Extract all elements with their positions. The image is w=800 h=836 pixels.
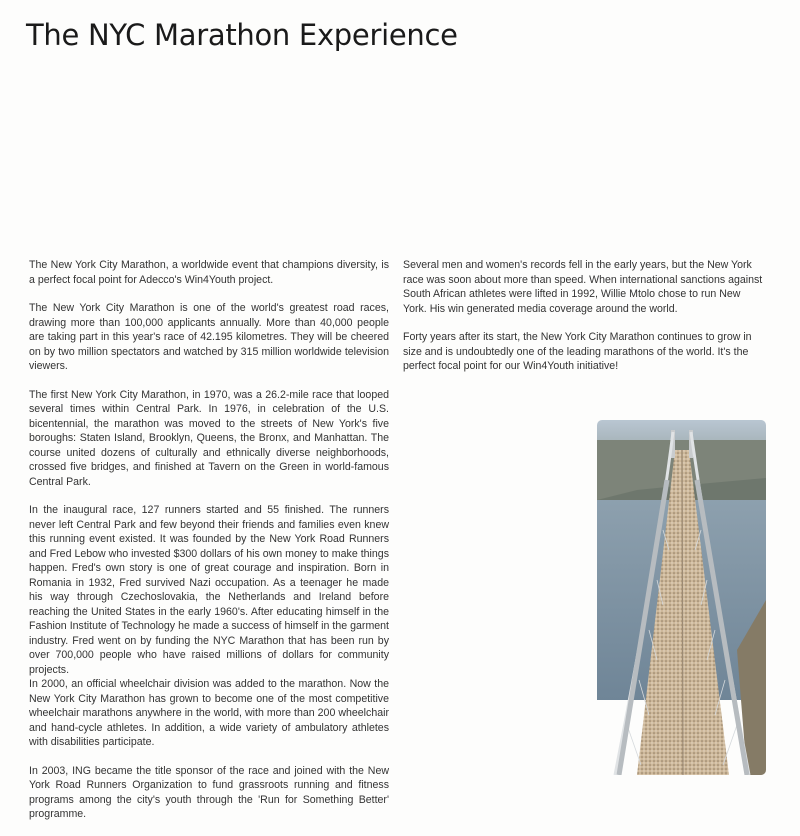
intro-paragraph: The New York City Marathon, a worldwide event that champions diversity, is a perfect focal point for Adecco's Win4Youth project.: [29, 259, 389, 286]
article-left-column: [29, 258, 389, 836]
paragraph-records: Several men and women's records fell in the early years, but the New York race was soon about more than speed. When international sanctions against South African athletes were lifted in 1992, Willie Mtolo chose to run New York. His win generated media coverage around the world.: [403, 259, 763, 315]
paragraph-wheelchair-division: In 2000, an official wheelchair division was added to the marathon. Now the New York City Marathon has grown to become one of the most competitive wheelchair marathons anywhere in the world, with more than 200 wheelchair and hand-cycle athletes. In addition, a wide variety of ambulatory athletes with disabilities participate.: [29, 678, 389, 748]
paragraph-inaugural-race: In the inaugural race, 127 runners started and 55 finished. The runners never left Central Park and few beyond their friends and families even knew this running event existed. It was founded by the New York Road Runners and Fred Lebow who invested $300 dollars of his own money to make things happen. Fred's own story is one of great courage and inspiration. Born in Romania in 1932, Fred survived Nazi occupation. As a teenager he made his way through Czechoslovakia, the Netherlands and Ireland before reaching the United States in the early 1960's. After educating himself in the Fashion Institute of Technology he made a success of himself in the garment industry. Fred went on by funding the NYC Marathon that has been run by over 700,000 people who have raised millions of dollars for community projects.: [29, 504, 389, 676]
paragraph-history: The first New York City Marathon, in 1970, was a 26.2-mile race that looped several times within Central Park. In 1976, in celebration of the U.S. bicentennial, the marathon was moved to the streets of New York's five boroughs: Staten Island, Brooklyn, Queens, the Bronx, and Manhattan. The course united dozens of culturally and ethnically diverse neighborhoods, crossed five bridges, and finished at Tavern on the Green in world-famous Central Park.: [29, 388, 389, 488]
bridge-aerial-photo: [597, 420, 766, 775]
page-title: The NYC Marathon Experience: [26, 18, 458, 52]
article-right-column: [403, 258, 766, 388]
paragraph-forty-years: Forty years after its start, the New York City Marathon continues to grow in size and is undoubtedly one of the leading marathons of the world. It's the perfect focal point for our Win4Youth initiative!: [403, 331, 752, 372]
paragraph-race-overview: The New York City Marathon is one of the world's greatest road races, drawing more than 100,000 applicants annually. More than 40,000 people are taking part in this year's race of 42.195 kilometres. They will be cheered on by two million spectators and watched by 315 million worldwide television viewers.: [29, 302, 389, 372]
paragraph-ing-sponsor: In 2003, ING became the title sponsor of the race and joined with the New York Road Runners Organization to fund grassroots running and fitness programs among the city's youth through the 'Run for Something Better' programme.: [29, 764, 389, 820]
